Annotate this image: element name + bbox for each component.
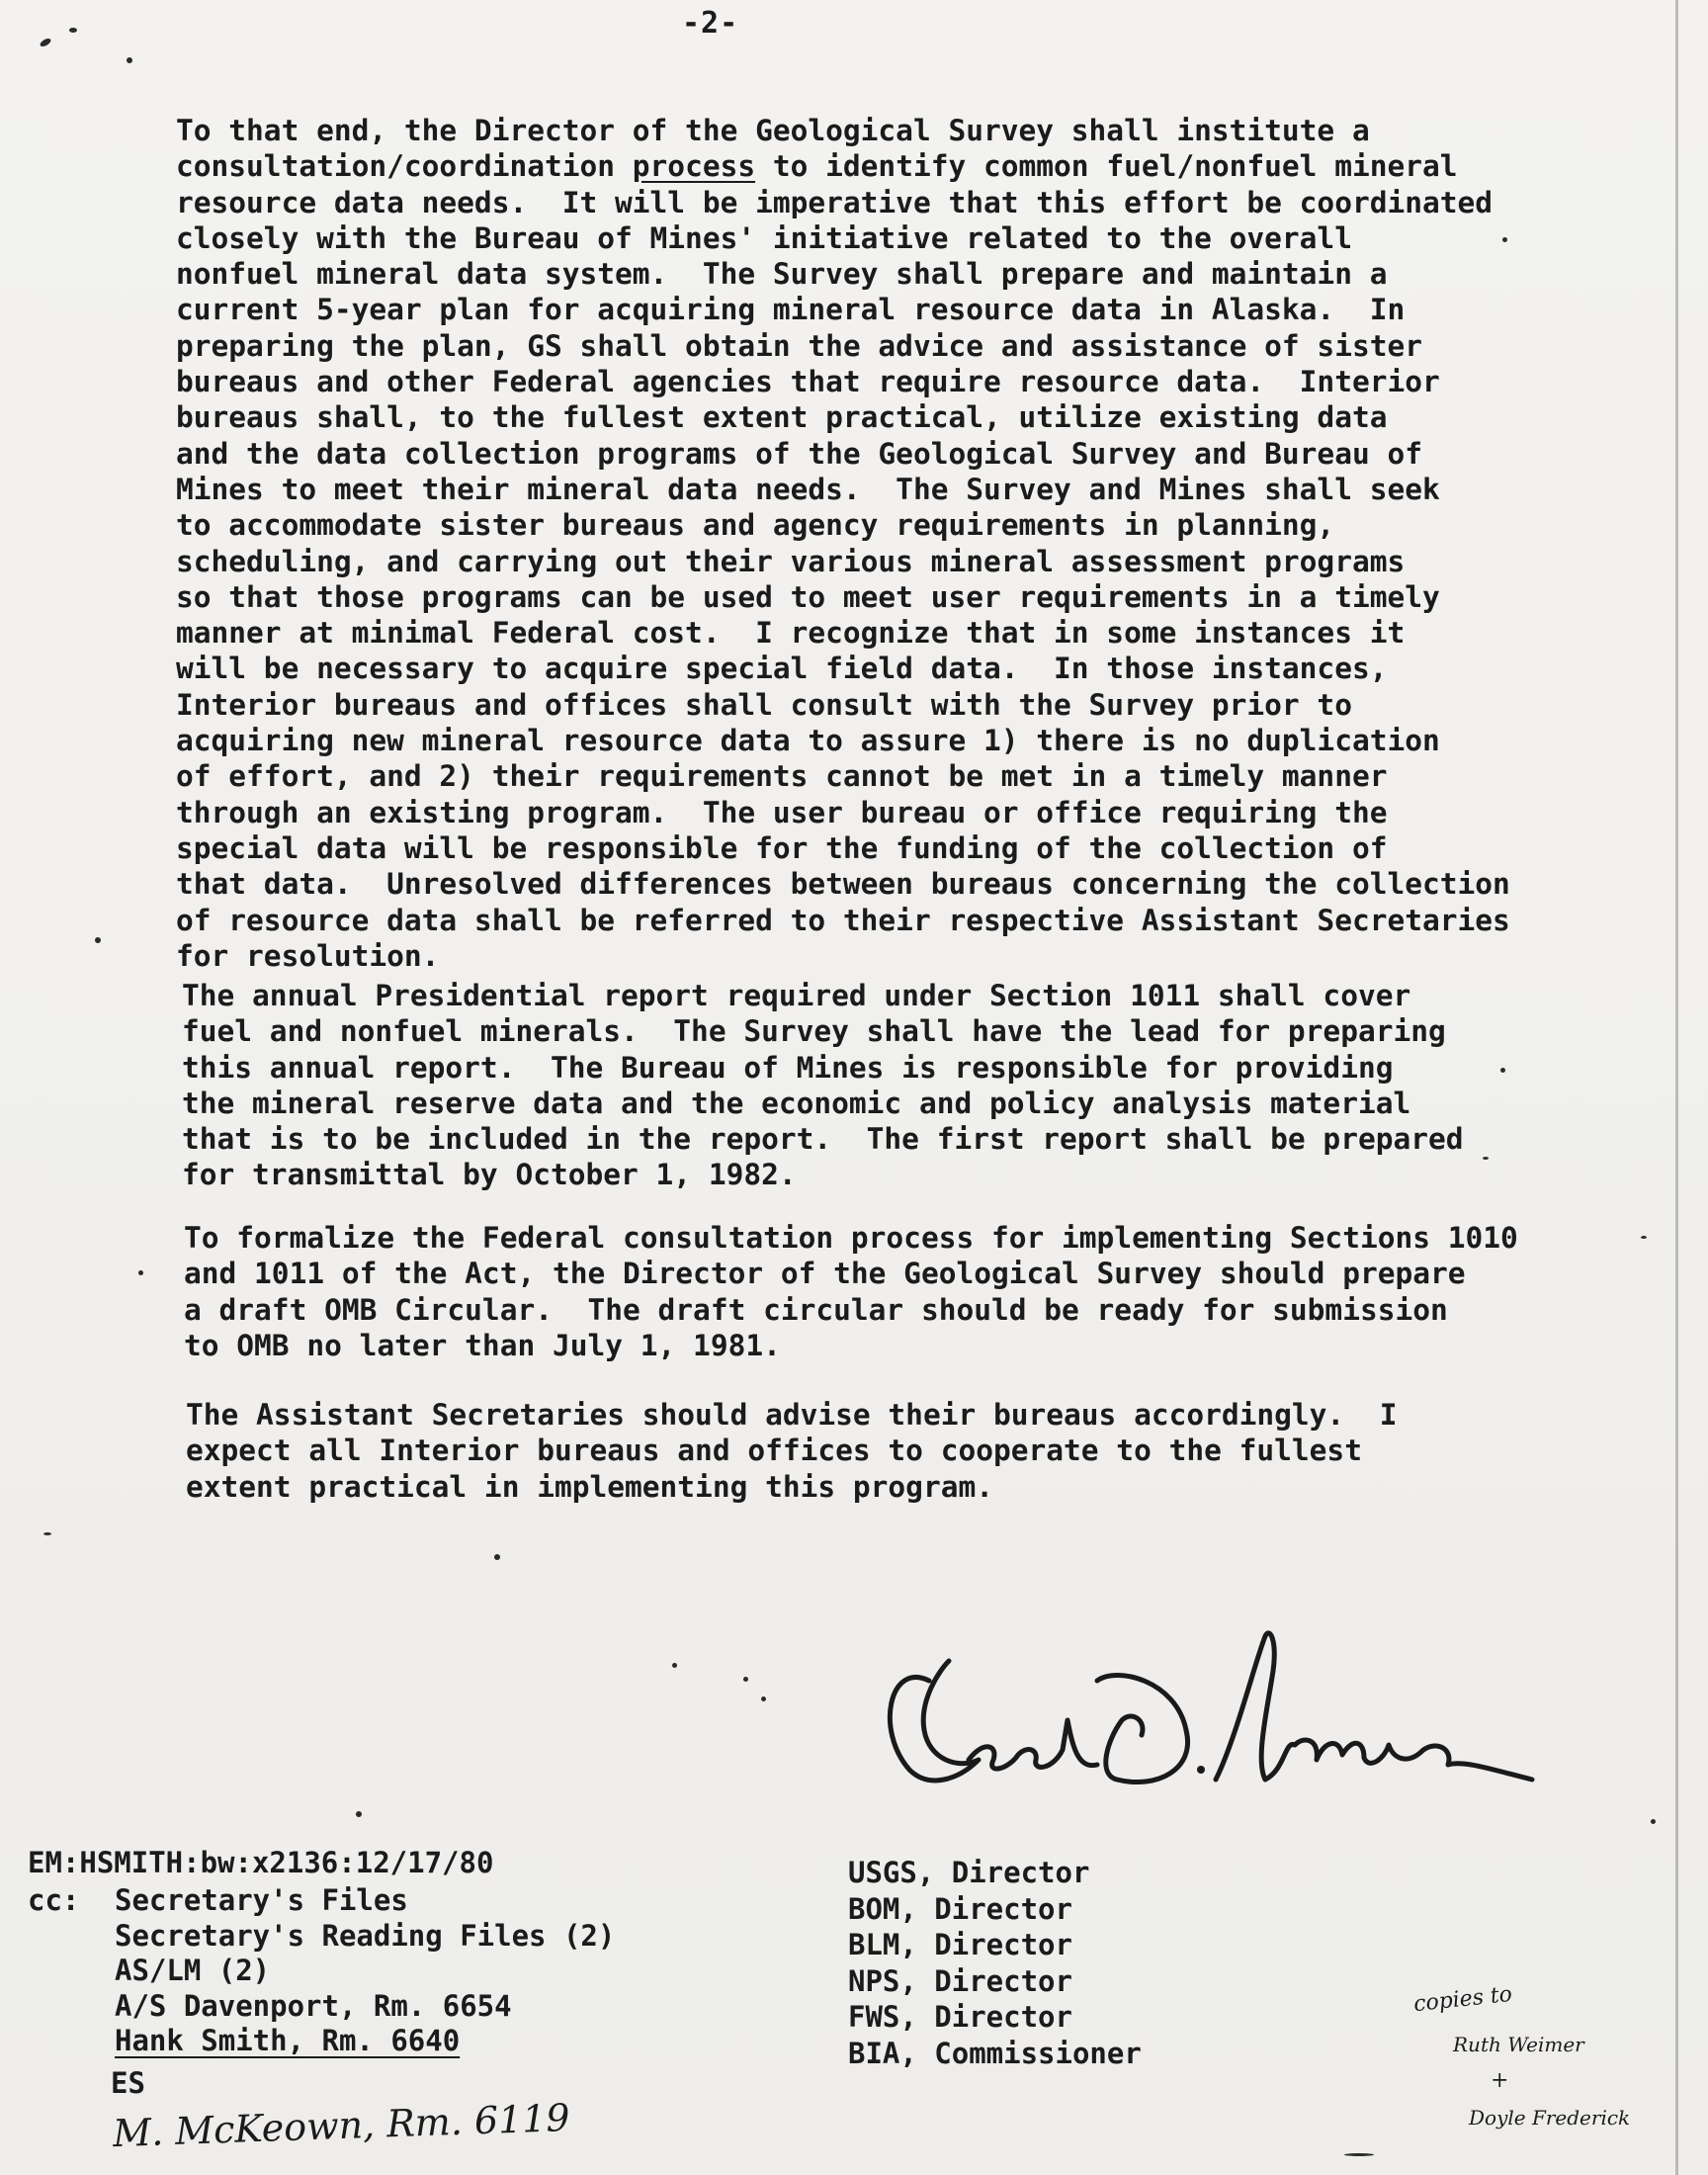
reference-initials: EM:HSMITH:bw:x2136:12/17/80 (28, 1846, 494, 1879)
handwritten-note-recipient: Doyle Frederick (1469, 2106, 1631, 2130)
paragraph-consultation (176, 113, 1510, 974)
text-line: nonfuel mineral data system. The Survey shall prepare and maintain a (176, 257, 1388, 292)
distribution-item: FWS, Director (848, 2000, 1072, 2035)
cc-item: Secretary's Files (115, 1883, 408, 1917)
text-line: extent practical in implementing this program. (186, 1469, 993, 1504)
distribution-item: BLM, Director (848, 1928, 1072, 1962)
text-line: To that end, the Director of the Geological Survey shall institute a (176, 114, 1370, 147)
cc-item: Hank Smith, Rm. 6640 (115, 2024, 461, 2057)
scan-speck (1344, 2153, 1374, 2156)
scan-speck (39, 37, 51, 47)
text-line: special data will be responsible for the funding of the collection of (176, 830, 1388, 865)
text-line: a draft OMB Circular. The draft circular should be ready for submission (184, 1292, 1448, 1327)
text-line: current 5-year plan for acquiring mineral resource data in Alaska. In (176, 293, 1406, 327)
distribution-list (848, 1855, 1142, 2072)
text-line: The Assistant Secretaries should advise their bureaus accordingly. I (186, 1398, 1398, 1432)
cc-item: Secretary's Reading Files (2) (115, 1918, 616, 1953)
text-line: bureaus shall, to the fullest extent practical, utilize existing data (176, 400, 1388, 435)
distribution-item: BOM, Director (848, 1891, 1072, 1926)
text-line: The annual Presidential report required under Section 1011 shall cover (182, 979, 1411, 1012)
scan-speck (494, 1554, 500, 1560)
scan-speck (356, 1811, 362, 1817)
text-line: of effort, and 2) their requirements cannot be met in a timely manner (176, 759, 1388, 794)
text-line: closely with the Bureau of Mines' initiative related to the overall (176, 220, 1352, 255)
handwritten-note-plus: + (1491, 2068, 1509, 2093)
distribution-item: USGS, Director (848, 1856, 1090, 1889)
paragraph-omb-circular (184, 1220, 1518, 1363)
text-line: will be necessary to acquire special field data. In those instances, (176, 652, 1388, 686)
text-line: so that those programs can be used to meet user requirements in a timely (176, 579, 1440, 614)
text-line: acquiring new mineral resource data to assure 1) there is no duplication (176, 724, 1440, 758)
scan-speck (1483, 1157, 1489, 1160)
text-line: Mines to meet their mineral data needs. The Survey and Mines shall seek (176, 472, 1440, 506)
text-line: preparing the plan, GS shall obtain the advice and assistance of sister (176, 328, 1422, 363)
scan-speck (127, 57, 132, 63)
text-line: for transmittal by October 1, 1982. (182, 1158, 797, 1192)
text-line: to OMB no later than July 1, 1981. (184, 1328, 781, 1362)
text-line: for resolution. (176, 938, 440, 973)
scan-speck (69, 28, 77, 33)
text-line: the mineral reserve data and the economic and policy analysis material (182, 1086, 1411, 1120)
signature (870, 1621, 1542, 1819)
text-line: and the data collection programs of the Geological Survey and Bureau of (176, 436, 1422, 471)
handwritten-note-recipient: Ruth Weimer (1453, 2033, 1584, 2056)
text-line: consultation/coordination process to identify common fuel/nonfuel mineral (176, 149, 1458, 184)
scan-speck (95, 937, 101, 943)
text-line: expect all Interior bureaus and offices to cooperate to the fullest (186, 1434, 1362, 1468)
cc-label: cc: (28, 1883, 80, 1917)
text-line: that is to be included in the report. The first report shall be prepared (182, 1122, 1464, 1157)
text-line: Interior bureaus and offices shall consult with the Survey prior to (176, 687, 1352, 722)
scan-speck (43, 1532, 51, 1535)
text-line: of resource data shall be referred to their respective Assistant Secretaries (176, 903, 1510, 937)
scan-speck (743, 1677, 748, 1682)
scan-speck (1502, 237, 1507, 242)
paragraph-annual-report (182, 978, 1506, 1193)
text-line: through an existing program. The user bureau or office requiring the (176, 795, 1388, 829)
cc-item: AS/LM (2) (115, 1954, 271, 1987)
text-line: resource data needs. It will be imperative that this effort be coordinated (176, 185, 1494, 219)
es-label: ES (111, 2066, 145, 2100)
cc-item: A/S Davenport, Rm. 6654 (115, 1988, 512, 2023)
text-line: that data. Unresolved differences between bureaus concerning the collection (176, 867, 1510, 902)
text-line: to accommodate sister bureaus and agency requirements in planning, (176, 508, 1335, 543)
handwritten-note-copies: copies to (1411, 1981, 1514, 2018)
text-line: and 1011 of the Act, the Director of the Geological Survey should prepare (184, 1257, 1466, 1291)
paragraph-closing (186, 1397, 1510, 1505)
handwritten-cc-addition: M. McKeown, Rm. 6119 (112, 2095, 571, 2156)
text-line: To formalize the Federal consultation process for implementing Sections 1010 (184, 1221, 1518, 1255)
page-number: -2- (682, 6, 739, 41)
scan-speck (1651, 1819, 1656, 1824)
text-line: scheduling, and carrying out their various mineral assessment programs (176, 544, 1406, 578)
scan-speck (1500, 1068, 1505, 1073)
scan-edge-line (1675, 0, 1678, 2175)
cc-list (115, 1883, 615, 2059)
text-line: bureaus and other Federal agencies that require resource data. Interior (176, 365, 1440, 399)
text-line: fuel and nonfuel minerals. The Survey shall have the lead for preparing (182, 1014, 1446, 1049)
distribution-item: BIA, Commissioner (848, 2036, 1142, 2070)
text-line: manner at minimal Federal cost. I recognize that in some instances it (176, 616, 1406, 651)
scan-speck (138, 1270, 143, 1275)
distribution-item: NPS, Director (848, 1963, 1072, 1998)
scan-speck (672, 1663, 677, 1668)
scan-speck (761, 1696, 766, 1701)
scan-speck (1641, 1236, 1647, 1239)
text-line: this annual report. The Bureau of Mines is responsible for providing (182, 1050, 1394, 1085)
